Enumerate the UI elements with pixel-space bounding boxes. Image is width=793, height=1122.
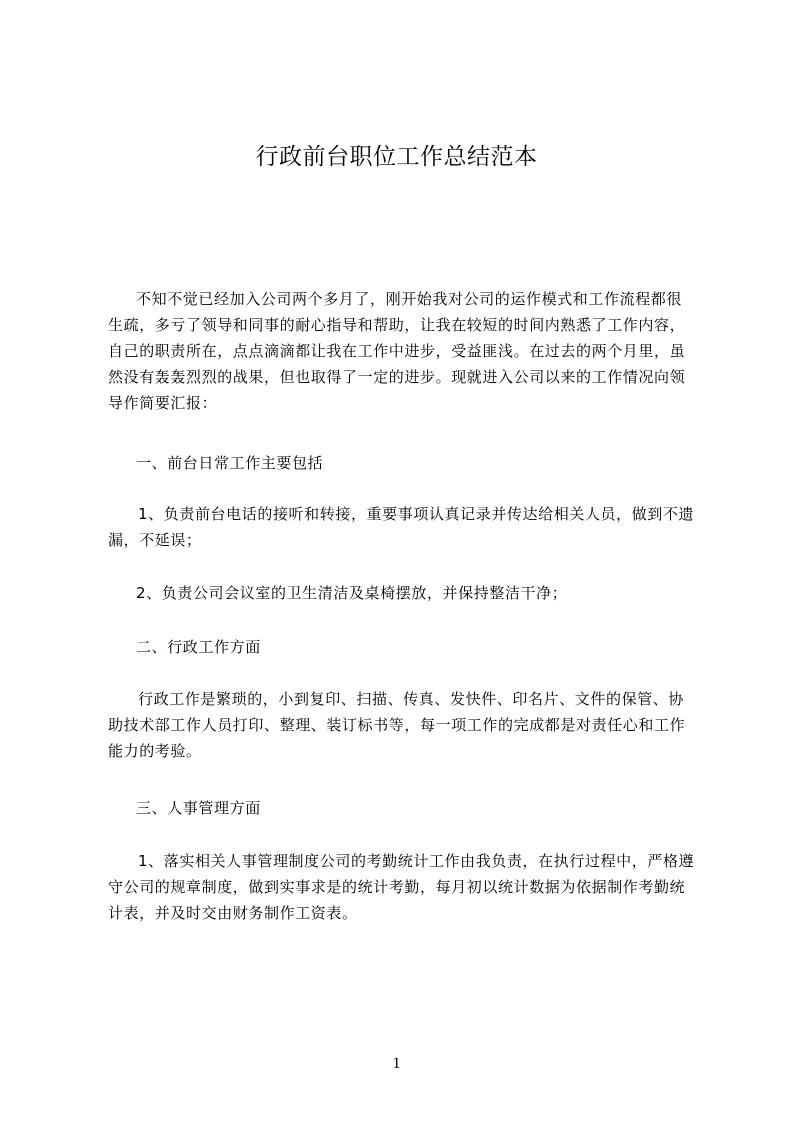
document-title: 行政前台职位工作总结范本 [255, 144, 538, 170]
section1-item1 [108, 501, 712, 553]
section1-heading: 一、前台日常工作主要包括 [136, 454, 324, 472]
section2-heading: 二、行政工作方面 [136, 638, 261, 656]
section2-line: 能力的考验。 [108, 742, 202, 760]
intro-line: 自己的职责所在，点点滴滴都让我在工作中进步，受益匪浅。在过去的两个月里，虽 [108, 342, 686, 360]
section1-heading-block [108, 450, 712, 476]
section2-heading-block [108, 634, 712, 660]
page-number: 1 [392, 1055, 401, 1072]
section3-heading: 三、人事管理方面 [136, 799, 261, 817]
intro-line: 生疏，多亏了领导和同事的耐心指导和帮助，让我在较短的时间内熟悉了工作内容， [108, 316, 686, 334]
intro-line: 导作简要汇报： [108, 394, 218, 412]
intro-line: 不知不觉已经加入公司两个多月了，刚开始我对公司的运作模式和工作流程都很 [136, 290, 683, 308]
section3-heading-block [108, 795, 712, 821]
section1-item2 [108, 580, 712, 606]
section2-line: 行政工作是繁琐的，小到复印、扫描、传真、发快件、印名片、文件的保管、协 [138, 690, 685, 708]
section3-item1-line: 1、落实相关人事管理制度公司的考勤统计工作由我负责，在执行过程中，严格遵 [138, 852, 695, 870]
section1-item1-line: 1、负责前台电话的接听和转接，重要事项认真记录并传达给相关人员，做到不遗 [138, 505, 695, 523]
section3-item1-line: 计表，并及时交由财务制作工资表。 [108, 904, 358, 922]
section1-item2-line: 2、负责公司会议室的卫生清洁及桌椅摆放，并保持整洁干净； [136, 584, 568, 602]
section3-item1-line: 守公司的规章制度，做到实事求是的统计考勤，每月初以统计数据为依据制作考勤统 [108, 878, 686, 896]
section3-item1 [108, 848, 712, 926]
intro-line: 然没有轰轰烈烈的战果，但也取得了一定的进步。现就进入公司以来的工作情况向领 [108, 368, 686, 386]
intro-paragraph [108, 286, 712, 416]
section2-paragraph [108, 686, 712, 764]
section2-line: 助技术部工作人员打印、整理、装订标书等，每一项工作的完成都是对责任心和工作 [108, 716, 686, 734]
section1-item1-line: 漏，不延误； [108, 531, 202, 549]
